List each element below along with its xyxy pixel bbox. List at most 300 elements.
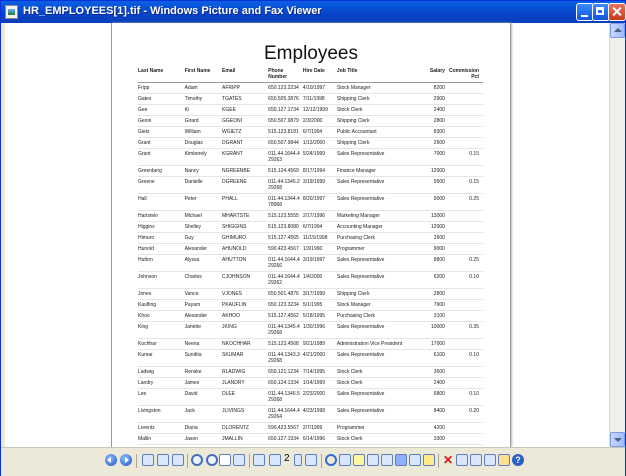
table-cell: 011.44.1345.429268 bbox=[268, 322, 303, 339]
table-cell: Diana bbox=[185, 423, 222, 434]
table-cell: TGATES bbox=[222, 94, 268, 105]
document-title: Employees bbox=[264, 43, 358, 64]
table-cell: DLEE bbox=[222, 389, 268, 406]
table-cell: MHARTSTE bbox=[222, 211, 268, 222]
employees-table bbox=[138, 68, 483, 456]
table-cell: Finance Manager bbox=[337, 166, 413, 177]
table-cell: JLANDRY bbox=[222, 378, 268, 389]
table-cell: Kaufling bbox=[138, 300, 185, 311]
table-cell bbox=[449, 367, 483, 378]
table-cell: Stock Clerk bbox=[337, 105, 413, 116]
table-cell: Kochhar bbox=[138, 339, 185, 350]
table-cell: 650.501.4876 bbox=[268, 289, 303, 300]
table-header-row bbox=[138, 68, 483, 83]
table-cell: Hartstein bbox=[138, 211, 185, 222]
table-cell: Sales Representative bbox=[337, 272, 413, 289]
table-cell: Sales Representative bbox=[337, 194, 413, 211]
column-header: Job Title bbox=[337, 68, 413, 83]
table-cell: Neena bbox=[185, 339, 222, 350]
image-viewport[interactable] bbox=[5, 23, 609, 447]
line-tool-icon[interactable] bbox=[367, 454, 379, 466]
table-cell: 2800 bbox=[413, 289, 449, 300]
table-cell: Gates bbox=[138, 94, 185, 105]
table-cell: Geoni bbox=[138, 116, 185, 127]
table-cell: Stock Clerk bbox=[337, 434, 413, 445]
table-cell: 515.127.4565 bbox=[268, 233, 303, 244]
table-row bbox=[138, 322, 483, 339]
table-cell: 4/23/1998 bbox=[303, 406, 337, 423]
table-cell: DLORENTZ bbox=[222, 423, 268, 434]
table-cell: Accounting Manager bbox=[337, 222, 413, 233]
print-icon[interactable] bbox=[456, 454, 468, 466]
table-cell: 6/7/1994 bbox=[303, 222, 337, 233]
table-row bbox=[138, 222, 483, 233]
table-cell: Mallin bbox=[138, 434, 185, 445]
table-cell: Gietz bbox=[138, 127, 185, 138]
app-icon bbox=[5, 5, 18, 19]
table-cell bbox=[449, 233, 483, 244]
text-tool-icon[interactable] bbox=[409, 454, 421, 466]
next-image-icon[interactable] bbox=[120, 454, 132, 466]
table-cell bbox=[449, 244, 483, 255]
table-cell bbox=[449, 211, 483, 222]
table-cell: 2600 bbox=[413, 138, 449, 149]
column-header: Commission Pct bbox=[449, 68, 483, 83]
help-icon[interactable]: ? bbox=[512, 454, 524, 466]
table-row bbox=[138, 339, 483, 350]
table-cell: 650.507.9879 bbox=[268, 116, 303, 127]
table-cell: 1/3/1990 bbox=[303, 244, 337, 255]
table-cell: Danielle bbox=[185, 177, 222, 194]
vertical-scrollbar[interactable] bbox=[609, 23, 625, 447]
table-cell: Administration Vice President bbox=[337, 339, 413, 350]
column-header: Salary bbox=[413, 68, 449, 83]
table-cell: DGREENE bbox=[222, 177, 268, 194]
delete-icon[interactable]: ✕ bbox=[442, 453, 454, 467]
table-cell: NKOCHHAR bbox=[222, 339, 268, 350]
table-cell: Programmer bbox=[337, 423, 413, 434]
table-cell: 650.124.1334 bbox=[268, 378, 303, 389]
table-cell: 650.123.2234 bbox=[268, 83, 303, 94]
table-cell: 2400 bbox=[413, 378, 449, 389]
table-cell: Nancy bbox=[185, 166, 222, 177]
table-cell: 0.15 bbox=[449, 177, 483, 194]
table-cell: 011.44.1644.429264 bbox=[268, 406, 303, 423]
table-cell: 2800 bbox=[413, 116, 449, 127]
table-cell: 8/20/1997 bbox=[303, 194, 337, 211]
table-cell: PHALL bbox=[222, 194, 268, 211]
table-row bbox=[138, 389, 483, 406]
table-row bbox=[138, 406, 483, 423]
best-fit-icon[interactable] bbox=[142, 454, 154, 466]
table-cell: Hunold bbox=[138, 244, 185, 255]
table-cell: 8300 bbox=[413, 127, 449, 138]
table-cell: 0.25 bbox=[449, 255, 483, 272]
table-cell: Michael bbox=[185, 211, 222, 222]
table-cell: Timothy bbox=[185, 94, 222, 105]
table-cell: 1/13/2000 bbox=[303, 138, 337, 149]
table-row bbox=[138, 350, 483, 367]
table-cell: Janette bbox=[185, 322, 222, 339]
table-cell: Shipping Clerk bbox=[337, 289, 413, 300]
table-cell: Sales Representative bbox=[337, 350, 413, 367]
table-cell: 1/14/1999 bbox=[303, 378, 337, 389]
table-cell: 011.44.1644.429262 bbox=[268, 272, 303, 289]
table-cell: 13000 bbox=[413, 211, 449, 222]
table-cell: Gee bbox=[138, 105, 185, 116]
table-cell: AHUTTON bbox=[222, 255, 268, 272]
table-cell: Douglas bbox=[185, 138, 222, 149]
table-cell: 0.15 bbox=[449, 149, 483, 166]
table-cell: Stock Manager bbox=[337, 300, 413, 311]
table-cell bbox=[449, 94, 483, 105]
table-cell: 0.20 bbox=[449, 406, 483, 423]
table-cell: 6200 bbox=[413, 272, 449, 289]
table-cell: 10000 bbox=[413, 322, 449, 339]
table-cell: Lee bbox=[138, 389, 185, 406]
table-row bbox=[138, 311, 483, 322]
table-cell bbox=[449, 105, 483, 116]
previous-page-icon[interactable] bbox=[269, 454, 281, 466]
table-cell: SKUMAR bbox=[222, 350, 268, 367]
table-cell: 6100 bbox=[413, 350, 449, 367]
table-cell: 5/24/1999 bbox=[303, 149, 337, 166]
table-cell: Sundita bbox=[185, 350, 222, 367]
highlighter-icon[interactable] bbox=[353, 454, 365, 466]
table-row bbox=[138, 300, 483, 311]
table-cell: Stock Manager bbox=[337, 83, 413, 94]
table-cell: DGRANT bbox=[222, 138, 268, 149]
table-cell: King bbox=[138, 322, 185, 339]
table-cell: Alexander bbox=[185, 311, 222, 322]
table-cell: 515.123.8080 bbox=[268, 222, 303, 233]
table-cell: 3/17/1999 bbox=[303, 289, 337, 300]
table-cell: Girard bbox=[185, 116, 222, 127]
table-cell: 2/17/1996 bbox=[303, 211, 337, 222]
toolbar-separator bbox=[136, 454, 137, 468]
table-cell: AKHOO bbox=[222, 311, 268, 322]
table-cell: GGEONI bbox=[222, 116, 268, 127]
table-cell: Ki bbox=[185, 105, 222, 116]
table-cell bbox=[449, 138, 483, 149]
table-cell: 12000 bbox=[413, 222, 449, 233]
table-cell: 8200 bbox=[413, 83, 449, 94]
table-cell: 0.10 bbox=[449, 272, 483, 289]
table-cell: Himuro bbox=[138, 233, 185, 244]
sticky-note-icon[interactable] bbox=[423, 454, 435, 466]
table-cell: PKAUFLIN bbox=[222, 300, 268, 311]
table-cell: 6800 bbox=[413, 389, 449, 406]
table-cell: Alyssa bbox=[185, 255, 222, 272]
table-cell: Greenberg bbox=[138, 166, 185, 177]
table-cell: WGIETZ bbox=[222, 127, 268, 138]
table-cell: Stock Clerk bbox=[337, 378, 413, 389]
table-cell bbox=[449, 311, 483, 322]
toolbar bbox=[1, 447, 625, 476]
scroll-down-icon[interactable] bbox=[610, 432, 625, 447]
table-cell: KGEE bbox=[222, 105, 268, 116]
table-cell: Grant bbox=[138, 138, 185, 149]
column-header: Last Name bbox=[138, 68, 185, 83]
save-icon[interactable] bbox=[484, 454, 496, 466]
table-cell: CJOHNSON bbox=[222, 272, 268, 289]
table-cell bbox=[449, 378, 483, 389]
page-dropdown-icon[interactable] bbox=[294, 454, 302, 466]
table-cell bbox=[449, 434, 483, 445]
table-cell: 4200 bbox=[413, 423, 449, 434]
table-cell: 515.124.4569 bbox=[268, 166, 303, 177]
toolbar-separator bbox=[249, 454, 250, 468]
table-cell: Programmer bbox=[337, 244, 413, 255]
rotate-clockwise-icon[interactable] bbox=[325, 454, 337, 466]
table-cell: 0.10 bbox=[449, 389, 483, 406]
table-cell: Jason bbox=[185, 434, 222, 445]
table-cell: 1/30/1996 bbox=[303, 322, 337, 339]
table-cell: David bbox=[185, 389, 222, 406]
table-cell: Landry bbox=[138, 378, 185, 389]
table-cell bbox=[449, 83, 483, 94]
table-cell: 3100 bbox=[413, 311, 449, 322]
table-cell bbox=[449, 222, 483, 233]
table-cell: James bbox=[185, 378, 222, 389]
filled-rectangle-icon[interactable] bbox=[395, 454, 407, 466]
table-cell bbox=[449, 339, 483, 350]
table-cell: 515.123.5555 bbox=[268, 211, 303, 222]
table-cell: 9/21/1989 bbox=[303, 339, 337, 350]
table-cell: Guy bbox=[185, 233, 222, 244]
table-cell: JKING bbox=[222, 322, 268, 339]
table-cell: 011.44.1346.229268 bbox=[268, 177, 303, 194]
table-cell bbox=[449, 423, 483, 434]
document-page bbox=[111, 23, 511, 447]
table-cell: 9500 bbox=[413, 177, 449, 194]
table-cell: 8400 bbox=[413, 406, 449, 423]
column-header: Hire Date bbox=[303, 68, 337, 83]
table-cell bbox=[449, 116, 483, 127]
table-row bbox=[138, 105, 483, 116]
table-cell: Khoo bbox=[138, 311, 185, 322]
table-cell: Stock Clerk bbox=[337, 367, 413, 378]
select-pointer-icon[interactable] bbox=[219, 454, 231, 466]
table-cell: Purchasing Clerk bbox=[337, 311, 413, 322]
table-cell bbox=[449, 289, 483, 300]
table-cell: 011.44.1644.429263 bbox=[268, 149, 303, 166]
table-cell: 0.10 bbox=[449, 350, 483, 367]
table-cell: AHUNOLD bbox=[222, 244, 268, 255]
table-row bbox=[138, 127, 483, 138]
open-icon[interactable] bbox=[498, 454, 510, 466]
table-cell: 3600 bbox=[413, 367, 449, 378]
table-cell: 0.35 bbox=[449, 322, 483, 339]
table-cell: 2/3/2000 bbox=[303, 116, 337, 127]
table-cell: Shelley bbox=[185, 222, 222, 233]
table-cell: Greene bbox=[138, 177, 185, 194]
table-cell: 650.507.9844 bbox=[268, 138, 303, 149]
table-cell: 4/21/2000 bbox=[303, 350, 337, 367]
table-cell: 011.44.1343.329268 bbox=[268, 350, 303, 367]
table-row bbox=[138, 378, 483, 389]
table-cell bbox=[449, 300, 483, 311]
table-cell: Fripp bbox=[138, 83, 185, 94]
table-cell: Shipping Clerk bbox=[337, 138, 413, 149]
actual-size-icon[interactable] bbox=[157, 454, 169, 466]
table-row bbox=[138, 434, 483, 445]
pan-hand-icon[interactable] bbox=[233, 454, 245, 466]
table-cell: 12/12/1999 bbox=[303, 105, 337, 116]
table-cell: 9000 bbox=[413, 244, 449, 255]
table-cell: 650.127.1734 bbox=[268, 105, 303, 116]
rectangle-tool-icon[interactable] bbox=[381, 454, 393, 466]
table-cell: 650.127.1934 bbox=[268, 434, 303, 445]
table-row bbox=[138, 272, 483, 289]
table-cell: Kimberely bbox=[185, 149, 222, 166]
table-cell: VJONES bbox=[222, 289, 268, 300]
table-cell: Adam bbox=[185, 83, 222, 94]
scroll-up-icon[interactable] bbox=[610, 23, 625, 38]
toolbar-separator bbox=[187, 454, 188, 468]
page-number[interactable]: 2 bbox=[284, 453, 290, 464]
table-cell: NGREENBE bbox=[222, 166, 268, 177]
table-cell: 8800 bbox=[413, 255, 449, 272]
table-cell: Marketing Manager bbox=[337, 211, 413, 222]
table-cell: 4/10/1997 bbox=[303, 83, 337, 94]
table-cell: 7000 bbox=[413, 149, 449, 166]
table-cell: 6/7/1994 bbox=[303, 127, 337, 138]
table-cell: 5/1/1995 bbox=[303, 300, 337, 311]
table-row bbox=[138, 177, 483, 194]
table-cell: Vance bbox=[185, 289, 222, 300]
title-bar[interactable] bbox=[1, 1, 625, 23]
table-row bbox=[138, 211, 483, 222]
table-cell: William bbox=[185, 127, 222, 138]
annotate-ink-icon[interactable] bbox=[339, 454, 351, 466]
table-row bbox=[138, 94, 483, 105]
table-cell: JLIVINGS bbox=[222, 406, 268, 423]
table-cell: 12000 bbox=[413, 166, 449, 177]
table-cell: 650.121.1234 bbox=[268, 367, 303, 378]
table-cell: Sales Representative bbox=[337, 149, 413, 166]
table-cell: Public Accountant bbox=[337, 127, 413, 138]
table-row bbox=[138, 367, 483, 378]
table-cell: GHIMURO bbox=[222, 233, 268, 244]
table-row bbox=[138, 289, 483, 300]
table-cell: SHIGGINS bbox=[222, 222, 268, 233]
table-cell: 515.123.8181 bbox=[268, 127, 303, 138]
table-cell: Sales Representative bbox=[337, 406, 413, 423]
table-cell: 2400 bbox=[413, 105, 449, 116]
table-cell: Hall bbox=[138, 194, 185, 211]
table-cell: Hutton bbox=[138, 255, 185, 272]
table-cell: Jones bbox=[138, 289, 185, 300]
table-cell: KGRANT bbox=[222, 149, 268, 166]
table-cell: 17000 bbox=[413, 339, 449, 350]
table-cell: Shipping Clerk bbox=[337, 116, 413, 127]
table-cell: Renske bbox=[185, 367, 222, 378]
toolbar-separator bbox=[438, 454, 439, 468]
thumbnail-view-icon[interactable] bbox=[253, 454, 265, 466]
table-cell: 0.25 bbox=[449, 194, 483, 211]
table-cell: 515.127.4562 bbox=[268, 311, 303, 322]
zoom-in-icon[interactable] bbox=[191, 454, 203, 466]
table-cell: Sales Representative bbox=[337, 255, 413, 272]
table-cell: 2/23/2000 bbox=[303, 389, 337, 406]
table-cell: AFRIPP bbox=[222, 83, 268, 94]
table-row bbox=[138, 166, 483, 177]
table-cell: Johnson bbox=[138, 272, 185, 289]
toolbar-separator bbox=[321, 454, 322, 468]
previous-image-icon[interactable] bbox=[105, 454, 117, 466]
table-cell: 8/17/1994 bbox=[303, 166, 337, 177]
table-cell: 515.123.4568 bbox=[268, 339, 303, 350]
table-cell: RLADWIG bbox=[222, 367, 268, 378]
table-row bbox=[138, 423, 483, 434]
table-row bbox=[138, 83, 483, 94]
table-cell: Sales Representative bbox=[337, 389, 413, 406]
table-cell: 7900 bbox=[413, 300, 449, 311]
table-cell: 590.423.4567 bbox=[268, 244, 303, 255]
table-cell: Livingston bbox=[138, 406, 185, 423]
table-cell: 011.44.1644.429266 bbox=[268, 255, 303, 272]
table-cell: Payam bbox=[185, 300, 222, 311]
table-cell: 9000 bbox=[413, 194, 449, 211]
copy-icon[interactable] bbox=[470, 454, 482, 466]
table-cell: 2/7/1999 bbox=[303, 423, 337, 434]
table-cell: 3/19/1999 bbox=[303, 177, 337, 194]
column-header: First Name bbox=[185, 68, 222, 83]
table-cell: 7/11/1998 bbox=[303, 94, 337, 105]
table-cell: 5/18/1995 bbox=[303, 311, 337, 322]
table-cell: Sales Representative bbox=[337, 322, 413, 339]
table-cell: 590.423.5567 bbox=[268, 423, 303, 434]
table-cell: Higgins bbox=[138, 222, 185, 233]
table-cell: 650.505.3876 bbox=[268, 94, 303, 105]
table-cell: Grant bbox=[138, 149, 185, 166]
table-cell: Ladwig bbox=[138, 367, 185, 378]
table-cell: 3/19/1997 bbox=[303, 255, 337, 272]
table-cell: 2600 bbox=[413, 233, 449, 244]
table-cell bbox=[449, 127, 483, 138]
table-cell: 1/4/2000 bbox=[303, 272, 337, 289]
table-cell: Peter bbox=[185, 194, 222, 211]
table-row bbox=[138, 194, 483, 211]
slideshow-icon[interactable] bbox=[172, 454, 184, 466]
table-cell: Charles bbox=[185, 272, 222, 289]
table-cell: 7/14/1995 bbox=[303, 367, 337, 378]
table-cell: Sales Representative bbox=[337, 177, 413, 194]
table-cell: 3300 bbox=[413, 434, 449, 445]
table-cell: 650.123.3234 bbox=[268, 300, 303, 311]
window-title: HR_EMPLOYEES[1].tif - Windows Picture and Fax Viewer bbox=[23, 5, 322, 17]
table-cell: Shipping Clerk bbox=[337, 94, 413, 105]
table-cell: 011.44.1346.529268 bbox=[268, 389, 303, 406]
table-cell: 11/15/1998 bbox=[303, 233, 337, 244]
table-cell: Jack bbox=[185, 406, 222, 423]
zoom-out-icon[interactable] bbox=[206, 454, 218, 466]
next-page-icon[interactable] bbox=[305, 454, 317, 466]
table-row bbox=[138, 116, 483, 127]
column-header: Phone Number bbox=[268, 68, 303, 83]
table-cell: Kumar bbox=[138, 350, 185, 367]
table-cell: 011.44.1344.478968 bbox=[268, 194, 303, 211]
table-row bbox=[138, 138, 483, 149]
table-row bbox=[138, 244, 483, 255]
table-cell: 2900 bbox=[413, 94, 449, 105]
close-button[interactable] bbox=[608, 3, 626, 21]
table-body bbox=[138, 83, 483, 456]
table-cell: JMALLIN bbox=[222, 434, 268, 445]
table-cell bbox=[449, 166, 483, 177]
table-row bbox=[138, 233, 483, 244]
